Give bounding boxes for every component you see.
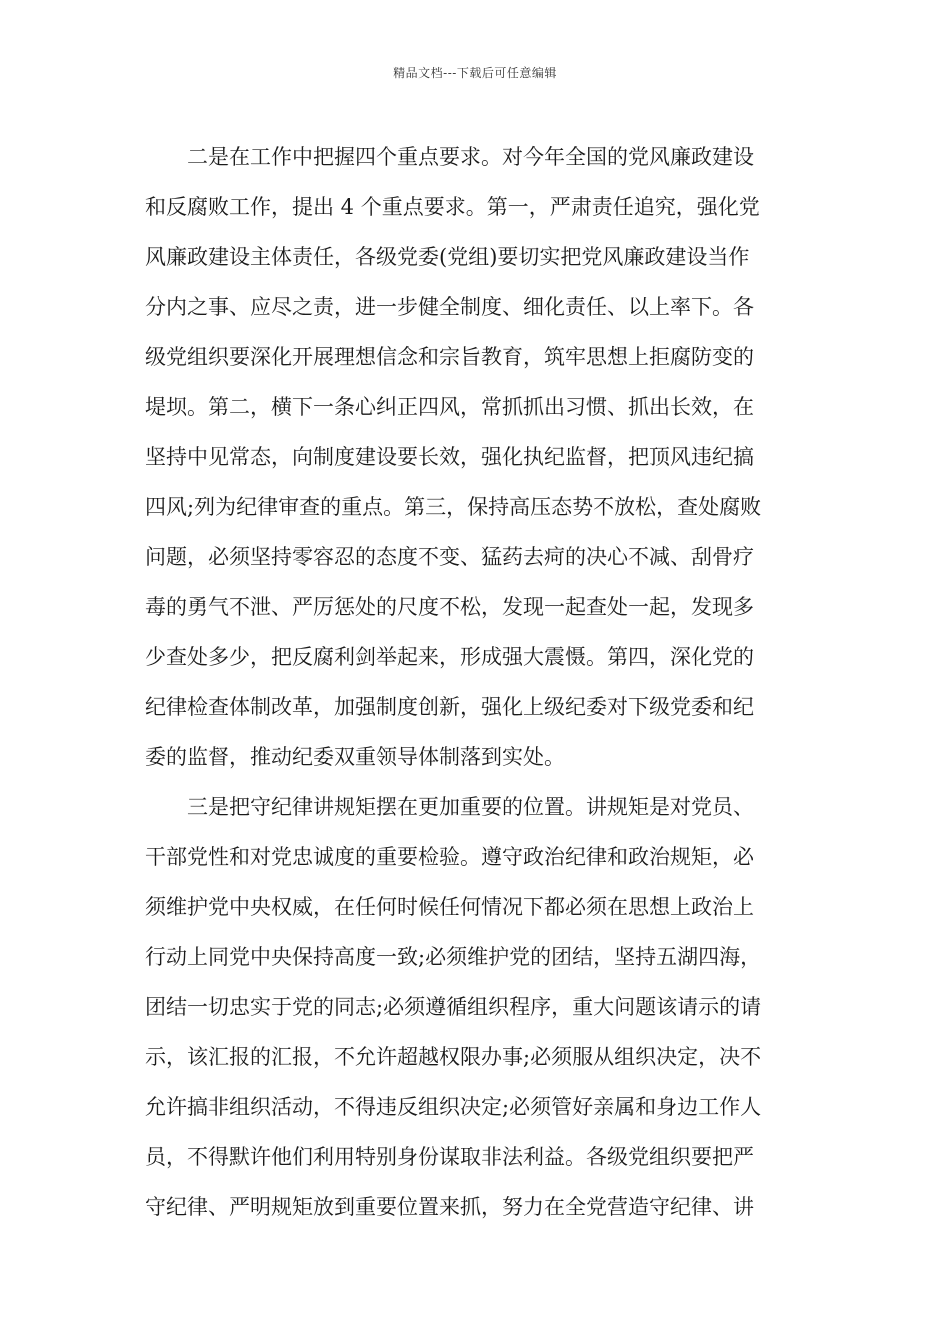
paragraph-line: 纪律检查体制改革，加强制度创新，强化上级纪委对下级党委和纪 xyxy=(145,695,754,719)
paragraph-line: 允许搞非组织活动，不得违反组织决定;必须管好亲属和身边工作人 xyxy=(145,1095,762,1119)
paragraph xyxy=(145,782,807,1232)
paragraph-line: 干部党性和对党忠诚度的重要检验。遵守政治纪律和政治规矩，必 xyxy=(145,845,754,869)
paragraph-line: 示，该汇报的汇报，不允许超越权限办事;必须服从组织决定，决不 xyxy=(145,1045,762,1069)
paragraph-line: 坚持中见常态，向制度建设要长效，强化执纪监督，把顶风违纪搞 xyxy=(145,445,754,469)
paragraph-line: 团结一切忠实于党的同志;必须遵循组织程序，重大问题该请示的请 xyxy=(145,995,762,1019)
paragraph-line: 和反腐败工作，提出 4 个重点要求。第一，严肃责任追究，强化党 xyxy=(145,195,760,219)
page-header: 精品文档---下载后可任意编辑 xyxy=(393,66,557,80)
paragraph-line: 堤坝。第二，横下一条心纠正四风，常抓抓出习惯、抓出长效，在 xyxy=(145,395,754,419)
paragraph-line: 少查处多少，把反腐利剑举起来，形成强大震慑。第四，深化党的 xyxy=(145,645,754,669)
paragraph xyxy=(145,132,807,782)
paragraph-line: 四风;列为纪律审查的重点。第三，保持高压态势不放松，查处腐败 xyxy=(145,495,762,519)
paragraph-line: 二是在工作中把握四个重点要求。对今年全国的党风廉政建设 xyxy=(187,145,754,169)
paragraph-line: 分内之事、应尽之责，进一步健全制度、细化责任、以上率下。各 xyxy=(145,295,754,319)
paragraph-line: 级党组织要深化开展理想信念和宗旨教育，筑牢思想上拒腐防变的 xyxy=(145,345,754,369)
paragraph-line: 委的监督，推动纪委双重领导体制落到实处。 xyxy=(145,745,565,769)
paragraph-line: 守纪律、严明规矩放到重要位置来抓，努力在全党营造守纪律、讲 xyxy=(145,1195,754,1219)
paragraph-line: 须维护党中央权威，在任何时候任何情况下都必须在思想上政治上 xyxy=(145,895,754,919)
paragraph-line: 风廉政建设主体责任，各级党委(党组)要切实把党风廉政建设当作 xyxy=(145,245,750,269)
paragraph-line: 行动上同党中央保持高度一致;必须维护党的团结，坚持五湖四海， xyxy=(145,945,762,969)
paragraph-line: 三是把守纪律讲规矩摆在更加重要的位置。讲规矩是对党员、 xyxy=(187,795,754,819)
paragraph-line: 毒的勇气不泄、严厉惩处的尺度不松，发现一起查处一起，发现多 xyxy=(145,595,754,619)
document-body xyxy=(145,132,807,1232)
paragraph-line: 员，不得默许他们利用特别身份谋取非法利益。各级党组织要把严 xyxy=(145,1145,754,1169)
paragraph-line: 问题，必须坚持零容忍的态度不变、猛药去疴的决心不减、刮骨疗 xyxy=(145,545,754,569)
